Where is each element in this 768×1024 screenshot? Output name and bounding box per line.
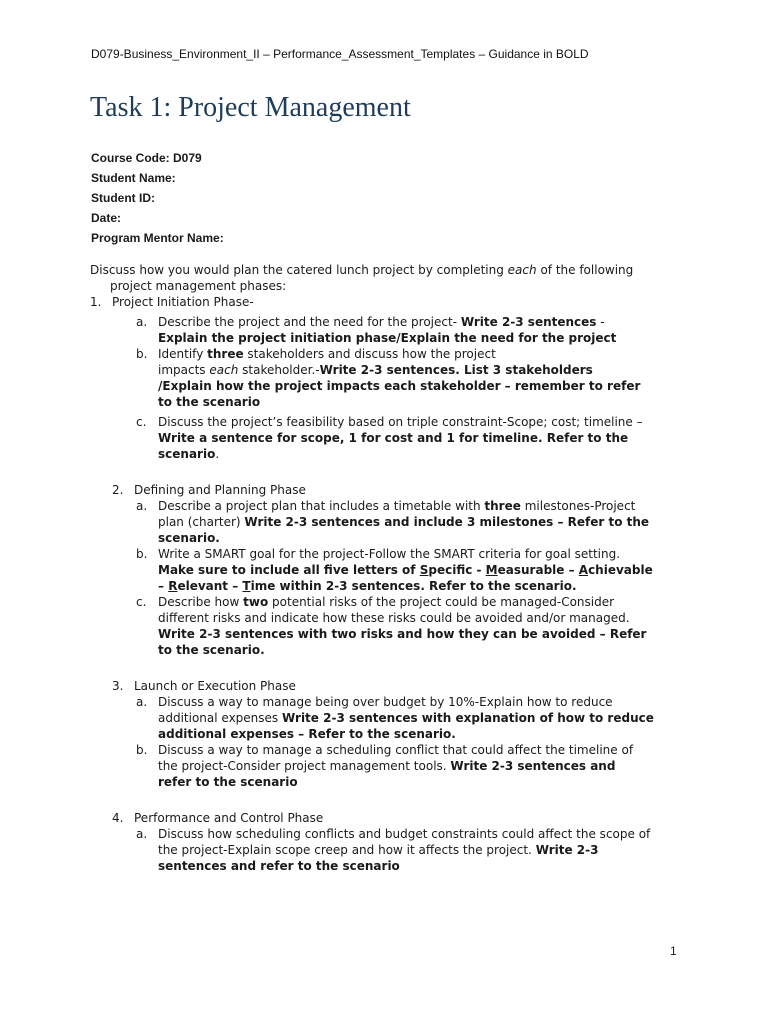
smart-letter-a: A (578, 563, 589, 577)
phase-number: 1. (90, 295, 102, 309)
phase-3-heading (90, 678, 680, 694)
phase-3-item-b (90, 742, 680, 790)
item-text: milestones-Project (520, 499, 636, 513)
guidance-text: to the scenario. (158, 643, 265, 657)
item-text: additional expenses (158, 711, 282, 725)
guidance-text: elevant (177, 579, 229, 593)
guidance-text: Explain the project initiation phase/Explain the need for the project (158, 331, 617, 345)
guidance-text: ime within 2-3 sentences. Refer to the scenario. (250, 579, 577, 593)
guidance-text: pecific (428, 563, 473, 577)
item-letter: b. (136, 547, 148, 561)
phase-label: Project Initiation Phase- (112, 295, 254, 309)
student-info-block (91, 148, 224, 248)
item-letter: a. (136, 315, 148, 329)
item-text: the project-Explain scope creep and how it affects the project. (158, 843, 536, 857)
phase-3-item-a (90, 694, 680, 742)
item-text: - (596, 315, 605, 329)
guidance-text: to the scenario (158, 395, 261, 409)
phase-number: 2. (112, 483, 124, 497)
guidance-text: chievable (588, 563, 653, 577)
page-number: 1 (670, 944, 677, 958)
phase-number: 4. (112, 811, 124, 825)
item-text: stakeholders and discuss how the project (243, 347, 496, 361)
guidance-text: two (243, 595, 269, 609)
guidance-text: sentences and refer to the scenario (158, 859, 400, 873)
guidance-text: Write 2-3 sentences with explanation of how to reduce (282, 711, 654, 725)
phase-number: 3. (112, 679, 124, 693)
intro-text-2: of the following (536, 263, 634, 277)
guidance-text: Write a sentence for scope, 1 for cost and 1 for timeline. Refer to the (158, 431, 629, 445)
phase-2-heading (90, 482, 680, 498)
date-label: Date: (91, 211, 122, 225)
phase-1-heading (90, 294, 680, 310)
guidance-text: - (472, 563, 486, 577)
item-emphasis: each (209, 363, 239, 377)
guidance-text: easurable (497, 563, 565, 577)
item-text: stakeholder.- (238, 363, 320, 377)
smart-letter-s: S (419, 563, 429, 577)
phase-1-item-b (90, 346, 680, 410)
item-text: Write a SMART goal for the project-Follow the SMART criteria for goal setting. (158, 547, 621, 561)
phase-label: Launch or Execution Phase (134, 679, 296, 693)
guidance-text: Write 2-3 sentences with two risks and how they can be avoided – Refer (158, 627, 647, 641)
item-text: . (215, 447, 220, 461)
guidance-text: Make sure to include all five letters of (158, 563, 420, 577)
phase-label: Performance and Control Phase (134, 811, 324, 825)
item-letter: b. (136, 743, 148, 757)
item-text: Discuss the project’s feasibility based on triple constraint-Scope; cost; timeline – (158, 415, 643, 429)
guidance-text: – (564, 563, 579, 577)
phase-2-item-a (90, 498, 680, 546)
smart-letter-r: R (168, 579, 178, 593)
course-code-label: Course Code: D079 (91, 151, 202, 165)
item-text: Describe a project plan that includes a timetable with (158, 499, 485, 513)
item-text: different risks and indicate how these risks could be avoided and/or managed. (158, 611, 630, 625)
student-id-label: Student ID: (91, 191, 155, 205)
guidance-text: /Explain how the project impacts each stakeholder – remember to refer (158, 379, 641, 393)
phase-1-item-a (90, 314, 680, 346)
intro-text: Discuss how you would plan the catered lunch project by completing (90, 263, 508, 277)
guidance-text: – (158, 579, 169, 593)
item-text: impacts (158, 363, 210, 377)
mentor-name-label: Program Mentor Name: (91, 231, 224, 245)
phase-label: Defining and Planning Phase (134, 483, 306, 497)
item-letter: a. (136, 499, 148, 513)
smart-letter-t: T (242, 579, 251, 593)
guidance-text: scenario. (158, 531, 220, 545)
guidance-text: Write 2-3 sentences and (450, 759, 616, 773)
intro-emphasis: each (507, 263, 537, 277)
item-text: Discuss a way to manage being over budget by 10%-Explain how to reduce (158, 695, 613, 709)
guidance-text: Write 2-3 sentences (460, 315, 597, 329)
student-name-label: Student Name: (91, 171, 176, 185)
guidance-text: additional expenses – Refer to the scenario. (158, 727, 456, 741)
item-text: Describe how (158, 595, 244, 609)
item-text: Identify (158, 347, 208, 361)
task-body (90, 262, 680, 874)
item-text: the project-Consider project management tools. (158, 759, 451, 773)
item-text: Discuss a way to manage a scheduling conflict that could affect the timeline of (158, 743, 634, 757)
guidance-text: Write 2-3 sentences and include 3 milestones – Refer to the (244, 515, 650, 529)
phase-1-item-c (90, 414, 680, 462)
item-letter: a. (136, 695, 148, 709)
smart-letter-m: M (485, 563, 498, 577)
running-header: D079-Business_Environment_II – Performance_Assessment_Templates – Guidance in BOLD (91, 47, 589, 61)
guidance-text: Write 2-3 sentences. List 3 stakeholders (319, 363, 593, 377)
page-title: Task 1: Project Management (90, 92, 411, 123)
phase-2-item-b (90, 546, 680, 594)
item-letter: b. (136, 347, 148, 361)
item-letter: c. (136, 595, 147, 609)
item-text: potential risks of the project could be managed-Consider (268, 595, 615, 609)
phase-4-heading (90, 810, 680, 826)
item-text: Discuss how scheduling conflicts and budget constraints could affect the scope of (158, 827, 651, 841)
phase-4-item-a (90, 826, 680, 874)
item-letter: a. (136, 827, 148, 841)
item-letter: c. (136, 415, 147, 429)
item-text: plan (charter) (158, 515, 245, 529)
intro-text-3: project management phases: (110, 279, 287, 293)
guidance-text: Write 2-3 (535, 843, 599, 857)
guidance-text: three (484, 499, 521, 513)
item-text: Describe the project and the need for the project- (158, 315, 461, 329)
guidance-text: – (228, 579, 243, 593)
guidance-text: refer to the scenario (158, 775, 298, 789)
guidance-text: scenario (158, 447, 216, 461)
guidance-text: three (207, 347, 244, 361)
intro-paragraph (90, 262, 680, 294)
phase-2-item-c (90, 594, 680, 658)
